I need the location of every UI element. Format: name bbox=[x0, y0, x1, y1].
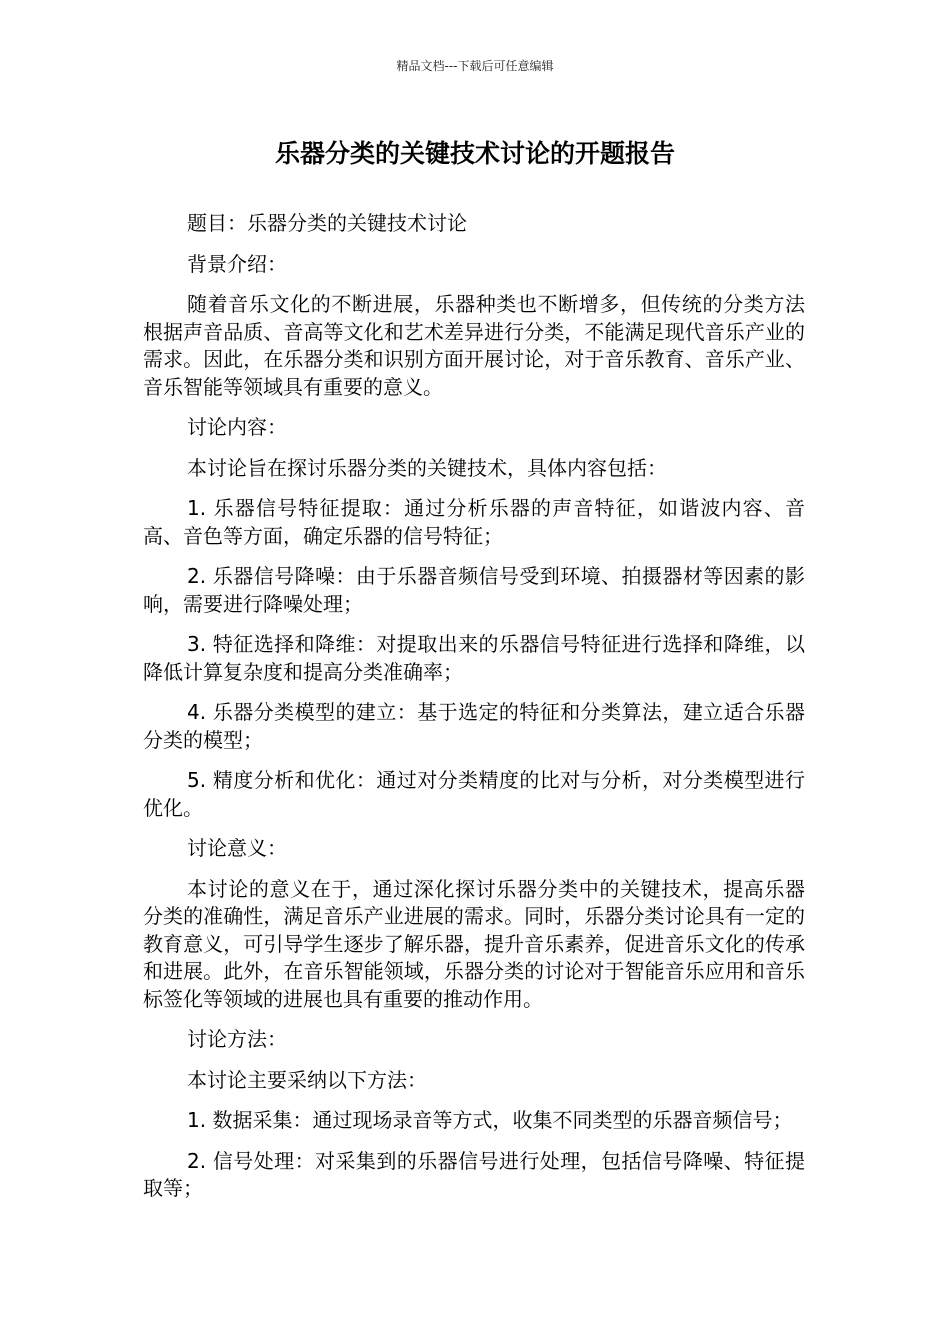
section-heading-content: 讨论内容： bbox=[187, 415, 287, 439]
document-body bbox=[143, 210, 805, 1216]
document-title: 乐器分类的关键技术讨论的开题报告 bbox=[274, 139, 675, 168]
content-item-5: 5. 精度分析和优化：通过对分类精度的比对与分析，对分类模型进行优化。 bbox=[143, 768, 805, 820]
page-header: 精品文档---下载后可任意编辑 bbox=[396, 59, 554, 73]
significance-paragraph: 本讨论的意义在于，通过深化探讨乐器分类中的关键技术，提高乐器分类的准确性，满足音乐产业进展的需求。同时，乐器分类讨论具有一定的教育意义，可引导学生逐步了解乐器，提升音乐素养，促进音乐文化的传承和进展。此外，在音乐智能领域，乐器分类的讨论对于智能音乐应用和音乐标签化等领域的进展也具有重要的推动作用。 bbox=[143, 876, 805, 1011]
content-item-3: 3. 特征选择和降维：对提取出来的乐器信号特征进行选择和降维，以降低计算复杂度和提高分类准确率； bbox=[143, 632, 805, 684]
content-item-4: 4. 乐器分类模型的建立：基于选定的特征和分类算法，建立适合乐器分类的模型； bbox=[143, 700, 805, 752]
topic-line: 题目：乐器分类的关键技术讨论 bbox=[187, 211, 467, 235]
content-intro-paragraph: 本讨论旨在探讨乐器分类的关键技术，具体内容包括： bbox=[187, 455, 667, 480]
methods-intro-paragraph: 本讨论主要采纳以下方法： bbox=[187, 1067, 427, 1092]
content-item-2: 2. 乐器信号降噪：由于乐器音频信号受到环境、拍摄器材等因素的影响，需要进行降噪处理； bbox=[143, 564, 805, 616]
content-item-1: 1. 乐器信号特征提取：通过分析乐器的声音特征，如谐波内容、音高、音色等方面，确定乐器的信号特征； bbox=[143, 496, 805, 548]
section-heading-significance: 讨论意义： bbox=[187, 836, 287, 860]
method-item-2: 2. 信号处理：对采集到的乐器信号进行处理，包括信号降噪、特征提取等； bbox=[143, 1148, 805, 1200]
section-heading-background: 背景介绍： bbox=[187, 251, 287, 276]
section-heading-methods: 讨论方法： bbox=[187, 1027, 287, 1051]
method-item-1: 1. 数据采集：通过现场录音等方式，收集不同类型的乐器音频信号； bbox=[187, 1108, 793, 1132]
background-paragraph: 随着音乐文化的不断进展，乐器种类也不断增多，但传统的分类方法根据声音品质、音高等文化和艺术差异进行分类，不能满足现代音乐产业的需求。因此，在乐器分类和识别方面开展讨论，对于音乐教育、音乐产业、音乐智能等领域具有重要的意义。 bbox=[143, 292, 805, 399]
